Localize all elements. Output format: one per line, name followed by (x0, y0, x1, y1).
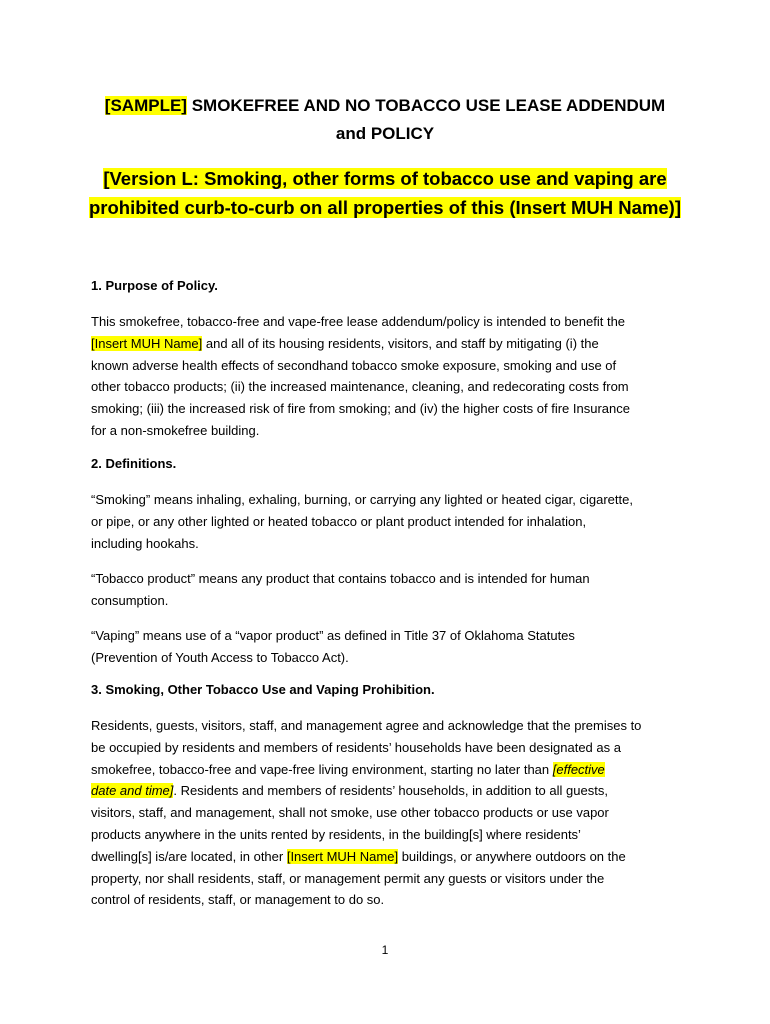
text-line: be occupied by residents and members of residents’ households have been designated as a (91, 739, 621, 755)
text-line: smokefree, tobacco-free and vape-free living environment, starting no later than (91, 761, 553, 777)
text-line: for a non-smokefree building. (91, 422, 260, 438)
section-1-paragraph (91, 311, 691, 442)
text-line: This smokefree, tobacco-free and vape-free lease addendum/policy is intended to benefit the (91, 314, 626, 329)
text-line: property, nor shall residents, staff, or management permit any guests or visitors under the (91, 870, 605, 886)
definition-vaping (91, 625, 691, 669)
version-line-2: prohibited curb-to-curb on all properties of this (Insert MUH Name)] (88, 197, 682, 218)
text-line: . Residents and members of residents’ households, in addition to all guests, (173, 783, 608, 799)
text-line: products anywhere in the units rented by residents, in the building[s] where residents’ (91, 826, 581, 842)
section-1-heading: 1. Purpose of Policy. (91, 278, 218, 293)
text-line: smoking; (iii) the increased risk of fire from smoking; and (iv) the higher costs of fire Insurance (91, 401, 630, 417)
text-line: consumption. (91, 592, 169, 608)
page-number: 1 (381, 943, 389, 957)
muh-name-placeholder: [Insert MUH Name] (91, 335, 203, 351)
text-line: known adverse health effects of secondhand tobacco smoke exposure, smoking and use of (91, 357, 617, 373)
text-line: Residents, guests, visitors, staff, and management agree and acknowledge that the premises to (91, 718, 642, 733)
version-statement (60, 164, 710, 222)
text-line: “Vaping” means use of a “vapor product” as defined in Title 37 of Oklahoma Statutes (91, 628, 575, 643)
text-line: dwelling[s] is/are located, in other (91, 848, 287, 864)
section-3-heading: 3. Smoking, Other Tobacco Use and Vaping Prohibition. (91, 682, 435, 697)
effective-date-placeholder-cont: date and time] (91, 783, 174, 799)
text-line: including hookahs. (91, 535, 199, 551)
text-line: or pipe, or any other lighted or heated tobacco or plant product intended for inhalation, (91, 513, 587, 529)
version-line-1: [Version L: Smoking, other forms of tobacco use and vaping are (103, 168, 667, 189)
section-2-heading: 2. Definitions. (91, 456, 177, 471)
document-title (60, 92, 710, 148)
muh-name-placeholder: [Insert MUH Name] (286, 848, 399, 864)
section-3-paragraph (91, 715, 691, 911)
title-line-1: SMOKEFREE AND NO TOBACCO USE LEASE ADDENDUM (186, 96, 666, 115)
definition-smoking (91, 489, 691, 554)
text-line: other tobacco products; (ii) the increased maintenance, cleaning, and redecorating costs from (91, 379, 629, 395)
text-line: “Tobacco product” means any product that contains tobacco and is intended for human (91, 571, 590, 586)
text-line: “Smoking” means inhaling, exhaling, burning, or carrying any lighted or heated cigar, cigarette, (91, 492, 633, 507)
effective-date-placeholder: [effective (552, 761, 605, 777)
text-line: buildings, or anywhere outdoors on the (398, 848, 626, 864)
text-line: (Prevention of Youth Access to Tobacco Act). (91, 649, 349, 665)
text-line: visitors, staff, and management, shall not smoke, use other tobacco products or use vapor (91, 805, 609, 821)
text-line: control of residents, staff, or management to do so. (91, 892, 385, 908)
title-line-2: and POLICY (335, 124, 435, 143)
definition-tobacco-product (91, 568, 691, 612)
sample-tag: [SAMPLE] (104, 96, 187, 115)
text-line: and all of its housing residents, visitors, and staff by mitigating (i) the (202, 335, 599, 351)
